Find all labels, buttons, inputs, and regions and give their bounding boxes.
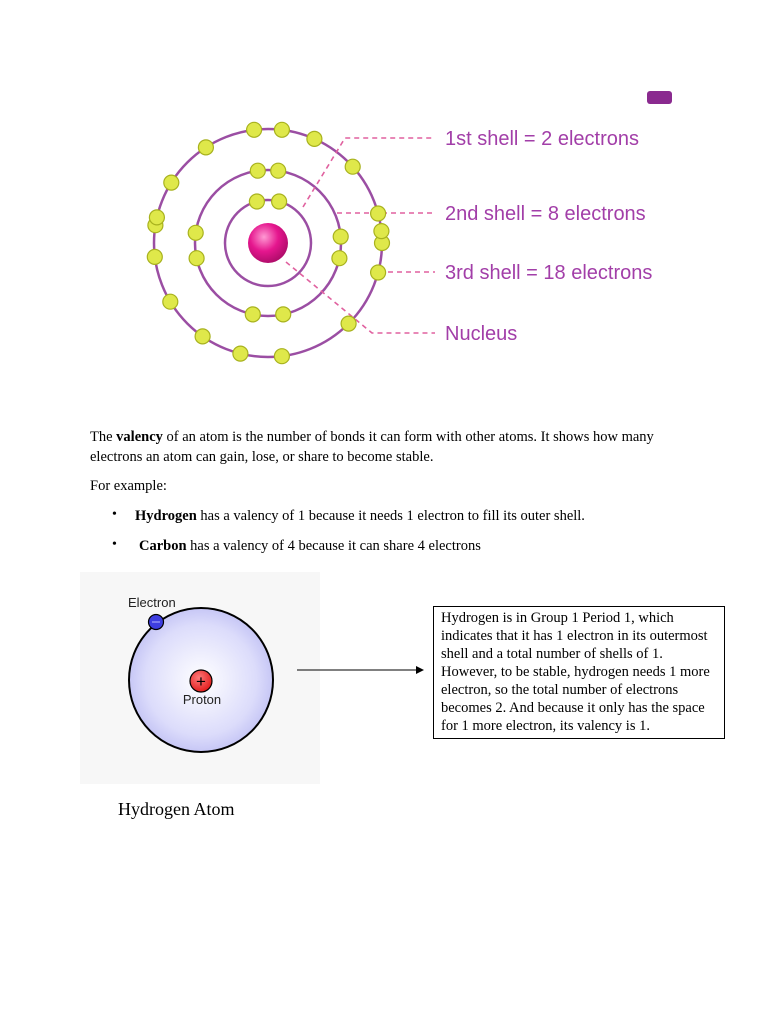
hydrogen-atom-caption: Hydrogen Atom bbox=[118, 799, 235, 819]
label-nucleus: Nucleus bbox=[445, 323, 518, 345]
intro-pre: The bbox=[90, 429, 117, 445]
bullet-text: has a valency of 4 because it can share 4 electrons bbox=[186, 538, 481, 554]
electron-shell-3 bbox=[163, 294, 178, 309]
valency-definition bbox=[90, 427, 690, 467]
hydrogen-atom-diagram bbox=[80, 572, 320, 784]
arrow-icon bbox=[294, 660, 429, 680]
bullet-icon: • bbox=[112, 507, 117, 522]
label-shell1: 1st shell = 2 electrons bbox=[445, 128, 639, 150]
leader-line-nucleus bbox=[286, 262, 435, 333]
electron-shell-3 bbox=[147, 249, 162, 264]
electron-shell-2 bbox=[189, 251, 204, 266]
electron-shell-diagram bbox=[140, 85, 680, 380]
electron-shell-3 bbox=[233, 346, 248, 361]
list-item-carbon bbox=[139, 536, 739, 556]
electron-label: Electron bbox=[128, 595, 176, 610]
electron-shell-3 bbox=[345, 159, 360, 174]
electron-shell-3 bbox=[274, 349, 289, 364]
corner-logo-fragment bbox=[647, 91, 672, 104]
electron-shell-2 bbox=[271, 163, 286, 178]
proton-plus-icon: + bbox=[196, 672, 206, 691]
electron-shell-2 bbox=[188, 225, 203, 240]
electron-shell-3 bbox=[274, 122, 289, 137]
electron-shell-3 bbox=[164, 175, 179, 190]
electron-shell-2 bbox=[245, 307, 260, 322]
electron-shell-3 bbox=[371, 206, 386, 221]
electron-shell-2 bbox=[332, 251, 347, 266]
electron-shell-3 bbox=[195, 329, 210, 344]
intro-post: of an atom is the number of bonds it can form with other atoms. It shows how many electrons an atom can gain, lose, or share to become stable. bbox=[90, 429, 654, 465]
electron-shell-3 bbox=[307, 131, 322, 146]
intro-bold-term: valency bbox=[116, 429, 163, 445]
list-item-hydrogen bbox=[135, 506, 735, 526]
electron-shell-3 bbox=[341, 316, 356, 331]
bullet-term: Hydrogen bbox=[135, 508, 197, 524]
proton-label: Proton bbox=[182, 692, 222, 707]
electron-shell-1 bbox=[272, 194, 287, 209]
electron-shell-3 bbox=[247, 122, 262, 137]
electron-shell-3 bbox=[198, 140, 213, 155]
nucleus bbox=[248, 223, 288, 263]
bullet-icon: • bbox=[112, 537, 117, 552]
label-shell3: 3rd shell = 18 electrons bbox=[445, 262, 653, 284]
example-label: For example: bbox=[90, 478, 167, 494]
electron-shell-3 bbox=[374, 224, 389, 239]
bullet-text: has a valency of 1 because it needs 1 electron to fill its outer shell. bbox=[196, 508, 585, 524]
bullet-term: Carbon bbox=[139, 538, 187, 554]
electron-shell-2 bbox=[250, 163, 265, 178]
electron-shell-3 bbox=[371, 265, 386, 280]
label-shell2: 2nd shell = 8 electrons bbox=[445, 203, 646, 225]
electron-shell-2 bbox=[333, 229, 348, 244]
electron-shell-3 bbox=[149, 210, 164, 225]
electron-shell-2 bbox=[276, 307, 291, 322]
electron-shell-1 bbox=[249, 194, 264, 209]
hydrogen-info-box: Hydrogen is in Group 1 Period 1, which indicates that it has 1 electron in its outermost shell and a total number of shells of 1. However, to be stable, hydrogen needs 1 more electron, so the total number of electrons becomes 2. And because it only has the space for 1 more electron, its valency is 1. bbox=[433, 606, 725, 739]
